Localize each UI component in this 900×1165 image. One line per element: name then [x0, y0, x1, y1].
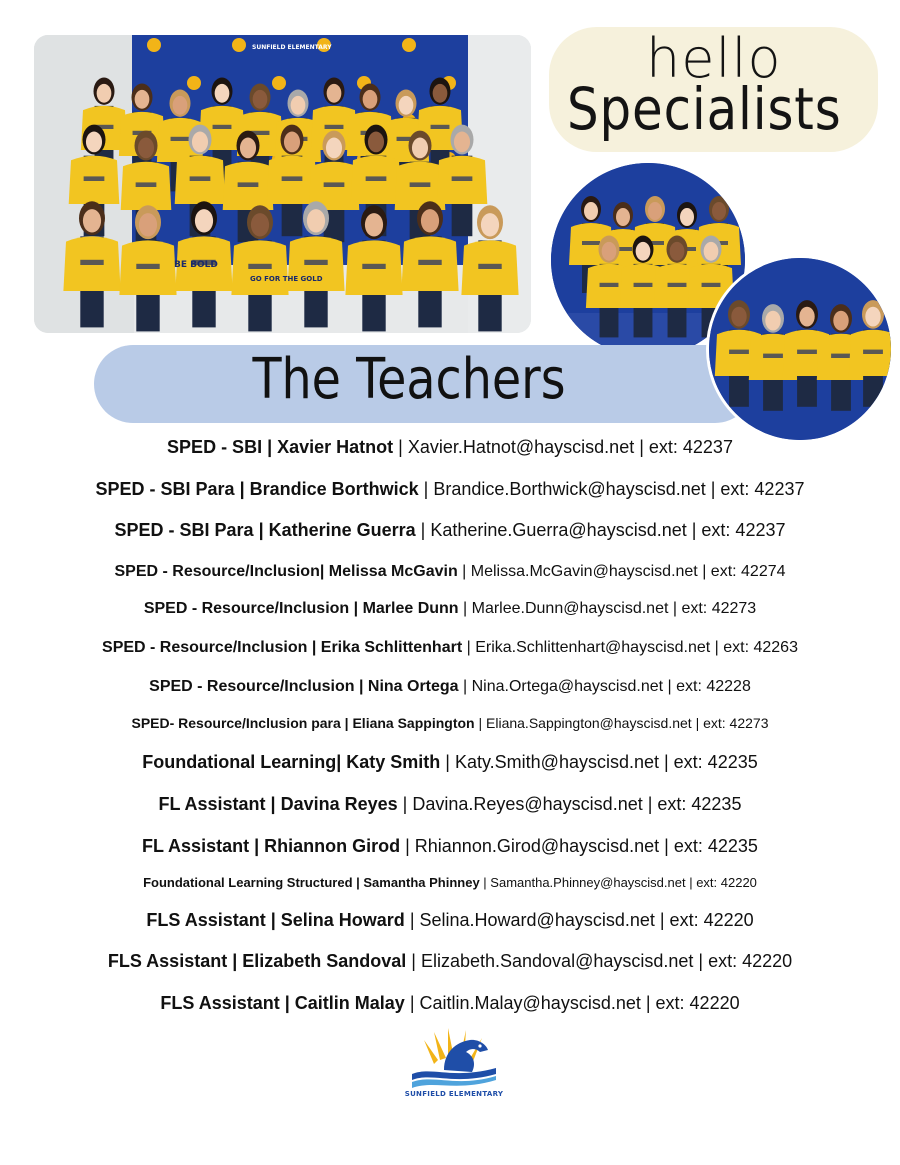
teacher-role-name: FLS Assistant | Elizabeth Sandoval — [107, 951, 407, 971]
teacher-contact: | Eliana.Sappington@hayscisd.net | ext: 42273 — [474, 715, 769, 731]
teacher-contact: | Marlee.Dunn@hayscisd.net | ext: 42273 — [458, 600, 757, 617]
teacher-entry — [20, 480, 880, 498]
teacher-entry — [20, 679, 880, 695]
teacher-entry — [20, 438, 880, 456]
teacher-contact: | Xavier.Hatnot@hayscisd.net | ext: 42237 — [393, 437, 733, 457]
sunfield-elementary-logo — [404, 1022, 504, 1102]
teacher-role-name: FLS Assistant | Selina Howard — [146, 910, 405, 930]
teacher-entry — [20, 601, 880, 617]
teacher-contact: | Rhiannon.Girod@hayscisd.net | ext: 42235 — [400, 836, 758, 856]
teacher-role-name: SPED - Resource/Inclusion | Nina Ortega — [149, 678, 459, 695]
teacher-contact: | Melissa.McGavin@hayscisd.net | ext: 42274 — [457, 563, 786, 580]
teacher-contact: | Nina.Ortega@hayscisd.net | ext: 42228 — [458, 678, 751, 695]
teacher-entry — [20, 716, 880, 730]
teacher-contact: | Katherine.Guerra@hayscisd.net | ext: 42237 — [415, 520, 786, 540]
teacher-entry — [20, 521, 880, 539]
hello-heading: hello — [646, 27, 782, 90]
teacher-role-name: Foundational Learning Structured | Samantha Phinney — [143, 875, 480, 890]
backdrop-sponsor-text: SUNFIELD ELEMENTARY — [252, 44, 332, 51]
teacher-contact: | Katy.Smith@hayscisd.net | ext: 42235 — [440, 752, 758, 772]
teacher-contact: | Davina.Reyes@hayscisd.net | ext: 42235 — [397, 794, 742, 814]
teacher-entry — [20, 994, 880, 1012]
teacher-entry — [20, 640, 880, 656]
teacher-entry — [20, 837, 880, 855]
teacher-role-name: SPED - SBI Para | Katherine Guerra — [114, 520, 416, 540]
teacher-role-name: SPED- Resource/Inclusion para | Eliana Sappington — [131, 715, 475, 731]
teacher-contact: | Selina.Howard@hayscisd.net | ext: 42220 — [404, 910, 754, 930]
teacher-role-name: SPED - Resource/Inclusion | Marlee Dunn — [143, 600, 459, 617]
teacher-role-name: Foundational Learning| Katy Smith — [142, 752, 441, 772]
teacher-entry — [20, 952, 880, 970]
teacher-contact: | Brandice.Borthwick@hayscisd.net | ext: 42237 — [418, 479, 805, 499]
teacher-contact: | Erika.Schlittenhart@hayscisd.net | ext: 42263 — [462, 639, 798, 656]
teacher-contact: | Caitlin.Malay@hayscisd.net | ext: 42220 — [404, 993, 740, 1013]
teacher-role-name: FLS Assistant | Caitlin Malay — [160, 993, 405, 1013]
teacher-entry — [20, 564, 880, 580]
shirt-slogan-sample-2: GO FOR THE GOLD — [250, 275, 323, 283]
mustang-logo-icon — [404, 1022, 504, 1090]
the-teachers-heading: The Teachers — [252, 347, 566, 412]
teacher-role-name: SPED - SBI | Xavier Hatnot — [167, 437, 394, 457]
teacher-role-name: SPED - Resource/Inclusion | Erika Schlittenhart — [102, 639, 463, 656]
shirt-slogan-sample: BE BOLD — [174, 260, 218, 270]
specialists-heading: Specialists — [567, 75, 842, 143]
teacher-entry — [20, 911, 880, 929]
teacher-role-name: FL Assistant | Rhiannon Girod — [142, 836, 401, 856]
teacher-contact: | Samantha.Phinney@hayscisd.net | ext: 42220 — [479, 875, 757, 890]
teacher-entry — [20, 753, 880, 771]
teacher-role-name: FL Assistant | Davina Reyes — [158, 794, 398, 814]
teacher-contact: | Elizabeth.Sandoval@hayscisd.net | ext: 42220 — [406, 951, 793, 971]
teacher-role-name: SPED - Resource/Inclusion| Melissa McGavin — [114, 563, 458, 580]
teacher-role-name: SPED - SBI Para | Brandice Borthwick — [95, 479, 419, 499]
teacher-entry — [20, 876, 880, 889]
teacher-entry — [20, 795, 880, 813]
logo-school-name: SUNFIELD ELEMENTARY — [404, 1090, 504, 1098]
